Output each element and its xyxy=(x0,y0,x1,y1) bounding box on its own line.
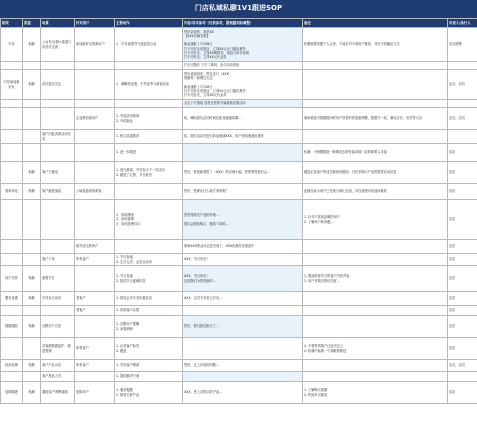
cell-channel xyxy=(23,100,41,108)
cell-owner: 店员 xyxy=(448,144,477,162)
cell-stage xyxy=(1,338,23,360)
cell-note: 私聊，小规模跟进一般都是去研发能或给门店的联系人对接 xyxy=(303,144,448,162)
cell-owner: 店员 xyxy=(448,306,477,316)
table-row xyxy=(1,266,477,292)
cell-content: 您好，我们最近推出了... xyxy=(183,316,303,338)
cell-note xyxy=(303,292,448,306)
cell-owner: 店员 xyxy=(448,266,477,292)
cell-stage xyxy=(1,254,23,266)
cell-action: 1. 核心渠道推荐 xyxy=(115,130,183,144)
cell-target: 推介成交的用户 xyxy=(75,240,115,254)
cell-scene: 公众号/企微+渠道门店首次交流 xyxy=(41,28,75,62)
table-row xyxy=(1,316,477,338)
cell-target xyxy=(75,100,115,108)
header-target: 针对用户 xyxy=(75,19,115,28)
cell-scene xyxy=(41,108,75,130)
cell-channel: 私聊 xyxy=(23,266,41,292)
header-action: 主要动作 xyxy=(115,19,183,28)
header-stage: 阶段 xyxy=(1,19,23,28)
cell-action xyxy=(115,184,183,200)
cell-stage xyxy=(1,100,23,108)
cell-channel: 私聊 xyxy=(23,28,41,62)
cell-channel xyxy=(23,306,41,316)
cell-stage xyxy=(1,306,23,316)
cell-scene: 沉默用户召回 xyxy=(41,316,75,338)
table-row xyxy=(1,62,477,70)
cell-target: 所有客户 xyxy=(75,360,115,372)
cell-note xyxy=(303,70,448,100)
cell-content: 哈，哦哈我们活动时间在新品速递周期... xyxy=(183,108,303,130)
cell-action: 1. 沉默用户提醒 2. 问卷调研 xyxy=(115,316,183,338)
cell-note: 简单描述可根据提问的用户回答的回复做调整，数据分一致，满足店长、店员等人员 xyxy=(303,108,448,130)
table-row xyxy=(1,28,477,62)
cell-note xyxy=(303,100,448,108)
cell-stage: 服务优惠 xyxy=(1,292,23,306)
cell-target: 企业微信新用户 xyxy=(75,108,115,130)
cell-action: 1. 推送会员专享优惠信息 xyxy=(115,292,183,306)
cell-owner xyxy=(448,372,477,382)
cell-channel: 私聊 xyxy=(23,70,41,100)
cell-owner: 店长，店员 xyxy=(448,108,477,130)
cell-target xyxy=(75,70,115,100)
cell-channel: 私聊 xyxy=(23,292,41,306)
cell-target xyxy=(75,266,115,292)
cell-target: 老客户 xyxy=(75,292,115,306)
cell-owner: 店长，店员 xyxy=(448,70,477,100)
cell-note xyxy=(303,360,448,372)
cell-scene: 对客群数据监护、跟进管理 xyxy=(41,338,75,360)
cell-scene: 客户跟进流量 xyxy=(41,184,75,200)
table-row xyxy=(1,372,477,382)
cell-owner: 店员 xyxy=(448,382,477,404)
cell-content: 您好欢迎到来，您在近日（XXX 感谢您一如既往关注 新品速报 | 7月26日 打卡完好友来进店，立得XX元无门槛优惠券 打卡完好友，立得XX元代金券 xyxy=(183,70,303,100)
cell-action xyxy=(115,240,183,254)
cell-channel xyxy=(23,108,41,130)
cell-channel: 私聊 xyxy=(23,162,41,184)
table-row xyxy=(1,70,477,100)
cell-target xyxy=(75,62,115,70)
cell-note xyxy=(303,62,448,70)
cell-stage xyxy=(1,200,23,240)
cell-target: 老客户 xyxy=(75,306,115,316)
cell-note xyxy=(303,254,448,266)
cell-channel xyxy=(23,372,41,382)
cell-channel xyxy=(23,144,41,162)
table-row xyxy=(1,338,477,360)
cell-stage xyxy=(1,240,23,254)
cell-stage: 用户关怀 xyxy=(1,266,23,292)
table-row xyxy=(1,200,477,240)
cell-stage xyxy=(1,62,23,70)
cell-note: 此情况表示用户已在线与我们交流，可以按照对话选择推荐 xyxy=(303,184,448,200)
cell-note xyxy=(303,240,448,254)
cell-owner: 店员 xyxy=(448,240,477,254)
cell-content: 点击下方链接 加发至您的专属最新优惠活动 xyxy=(183,100,303,108)
cell-content: 哈，我们活动在进行新品速递XXX，用户领取速递优惠券 xyxy=(183,130,303,144)
cell-scene: 客户产品买后 xyxy=(41,360,75,372)
cell-scene: 客户投诉之后 xyxy=(41,372,75,382)
cell-note xyxy=(303,130,448,144)
cell-owner: 店员 xyxy=(448,162,477,184)
cell-content xyxy=(183,338,303,360)
cell-channel: 私聊 xyxy=(23,360,41,372)
header-owner: 负责人/执行人 xyxy=(448,19,477,28)
table-row xyxy=(1,382,477,404)
cell-content: 您好，这上次说的问题... xyxy=(183,360,303,372)
cell-owner: 店员 xyxy=(448,200,477,240)
cell-owner xyxy=(448,130,477,144)
cell-target xyxy=(75,200,115,240)
cell-owner xyxy=(448,100,477,108)
cell-channel xyxy=(23,338,41,360)
cell-note xyxy=(303,306,448,316)
cell-target xyxy=(75,372,115,382)
table-row xyxy=(1,254,477,266)
header-content: 内容/话术参考（仅供参考，需根据实际调整） xyxy=(183,19,303,28)
cell-action: 1. 进一步跟进 xyxy=(115,144,183,162)
cell-target: 公域渠道来的新客 xyxy=(75,184,115,200)
cell-scene: 重要节日 xyxy=(41,266,75,292)
cell-note: 跟进记录客户的成交和意向级别，对还未购买产品的提供活动信息 xyxy=(303,162,448,184)
cell-stage xyxy=(1,162,23,184)
cell-stage: 引导 xyxy=(1,28,23,62)
cell-scene xyxy=(41,144,75,162)
cell-owner: 店员 xyxy=(448,292,477,306)
cell-note: 1. 了解购买周期 2. 时间节点推送 xyxy=(303,382,448,404)
cell-channel xyxy=(23,240,41,254)
table-row xyxy=(1,144,477,162)
cell-scene xyxy=(41,100,75,108)
cell-scene: 客户下单 xyxy=(41,254,75,266)
table-row xyxy=(1,108,477,130)
cell-scene: 客户不通话 xyxy=(41,162,75,184)
cell-channel: 私聊 xyxy=(23,382,41,404)
cell-note xyxy=(303,316,448,338)
cell-note: 1. 针对不喜欢品牌的用户 2. 了解用户的问题... xyxy=(303,200,448,240)
cell-stage xyxy=(1,108,23,130)
cell-note: 1. 提前准备节日的客户关怀内容 2. 用户对我们的信任度... xyxy=(303,266,448,292)
cell-target: 所有客户 xyxy=(75,338,115,360)
cell-content: XXX，您上次购买的产品... xyxy=(183,382,303,404)
cell-scene xyxy=(41,240,75,254)
cell-action: 1、聊聊发送欢，引导参考与新客活动 xyxy=(115,70,183,100)
cell-stage: 投诉处理 xyxy=(1,360,23,372)
cell-content: 您觉得我们产品的价格... 我们会继续购买，继续下单的... xyxy=(183,200,303,240)
cell-owner xyxy=(448,62,477,70)
cell-content xyxy=(183,372,303,382)
cell-action: 1. 介绍活动规则 2. 介绍新品 xyxy=(115,108,183,130)
cell-content: 您好，我是新到您了（XXX）的店铺小编，您的感受我们会... xyxy=(183,162,303,184)
cell-channel xyxy=(23,254,41,266)
cell-action: 1、如何推荐 2、如何客情 3、如何处理异议 xyxy=(115,200,183,240)
cell-owner: 店员 xyxy=(448,316,477,338)
cell-action xyxy=(115,100,183,108)
cell-owner: 店长，店员 xyxy=(448,360,477,372)
sop-table xyxy=(0,18,477,404)
cell-action xyxy=(115,62,183,70)
cell-scene xyxy=(41,62,75,70)
cell-target: 添加新好友的新用户 xyxy=(75,28,115,62)
table-row xyxy=(1,162,477,184)
table-row xyxy=(1,240,477,254)
cell-note: 1. 不要等到客户已经决定了 2. 私聊不能做一个频繁的推送 xyxy=(303,338,448,360)
cell-action: 1. 进行邀请，引导参与下一次活动 2. 跟进了礼物、节日取货 xyxy=(115,162,183,184)
header-note: 备注 xyxy=(303,19,448,28)
cell-content xyxy=(183,144,303,162)
cell-action: 1. 邀请提醒 2. 推荐关联产品 xyxy=(115,382,183,404)
cell-stage: 数据跟踪 xyxy=(1,316,23,338)
cell-target: 所有客户 xyxy=(75,254,115,266)
table-row xyxy=(1,130,477,144)
cell-owner: 店员 xyxy=(448,338,477,360)
cell-target xyxy=(75,162,115,184)
header-scene: 场景 xyxy=(41,19,75,28)
cell-owner: 店长统筹 xyxy=(448,28,477,62)
cell-scene xyxy=(41,306,75,316)
table-row xyxy=(1,292,477,306)
cell-target xyxy=(75,144,115,162)
cell-target: 复购用户 xyxy=(75,382,115,404)
cell-note xyxy=(303,372,448,382)
cell-scene: 客户回复查看活动信息 xyxy=(41,130,75,144)
cell-action: 1、引导查看并与欢迎语互动 xyxy=(115,28,183,62)
cell-content: 您好，您要从什么地方来的呢？ xyxy=(183,184,303,200)
cell-note: 私聊需要依据个人认知，才能针对不同用户推荐，对应不同触达方式 xyxy=(303,28,448,62)
cell-scene: 引导参与活动 xyxy=(41,292,75,306)
cell-channel: 私聊 xyxy=(23,316,41,338)
cell-stage: 需单转化 xyxy=(1,184,23,200)
cell-target xyxy=(75,316,115,338)
cell-target xyxy=(75,130,115,144)
cell-content: XXX，节日快乐！ xyxy=(183,254,303,266)
header-channel: 渠道 xyxy=(23,19,41,28)
table-row xyxy=(1,184,477,200)
cell-action: 1. 节日祝福 2. 生日礼券，会员日活动 xyxy=(115,254,183,266)
cell-stage xyxy=(1,144,23,162)
table-row xyxy=(1,306,477,316)
cell-content: XXX，会员专享价已开启... xyxy=(183,292,303,306)
cell-action: 1. 节日祝福 2. 推送节日促销信息 xyxy=(115,266,183,292)
cell-stage xyxy=(1,130,23,144)
cell-action: 1. 提供解决方案 xyxy=(115,372,183,382)
header-row xyxy=(1,19,477,28)
cell-owner: 店员 xyxy=(448,184,477,200)
cell-action: 1. 记录客户标签 2. 跟进 xyxy=(115,338,183,360)
cell-content: 商家XXX的活动已经完成了，XXX优惠券在推进中 xyxy=(183,240,303,254)
cell-scene: 通知客户消费周期 xyxy=(41,382,75,404)
cell-content: 打卡完整后 下方二维码，参与活动领取 xyxy=(183,62,303,70)
cell-content: 您好亲爱的，我是XX 【XXX店铺名称】 新品速报 | 7月26日 打卡完好友来进店，立得XX元无门槛优惠券 打卡完好友，立得XX购物券，请进入所享说明 打卡完好友，立得XX元代金券 xyxy=(183,28,303,62)
cell-action: 1. 获取客户反馈 xyxy=(115,306,183,316)
cell-content xyxy=(183,306,303,316)
cell-action: 1. 安抚客户情绪 xyxy=(115,360,183,372)
cell-stage xyxy=(1,372,23,382)
cell-scene: 首次进店关注 xyxy=(41,70,75,100)
cell-channel: 私聊 xyxy=(23,184,41,200)
table-row xyxy=(1,100,477,108)
cell-channel xyxy=(23,130,41,144)
cell-stage: 复购跟进 xyxy=(1,382,23,404)
cell-channel xyxy=(23,62,41,70)
cell-owner: 店员 xyxy=(448,254,477,266)
cell-channel xyxy=(23,200,41,240)
cell-stage: 引导添加新好友 xyxy=(1,70,23,100)
sheet-title: 门店私域私聊1V1跟进SOP xyxy=(0,0,477,18)
cell-scene xyxy=(41,200,75,240)
table-row xyxy=(1,360,477,372)
cell-content: XXX，节日快乐！ 这是我们为您准备的... xyxy=(183,266,303,292)
